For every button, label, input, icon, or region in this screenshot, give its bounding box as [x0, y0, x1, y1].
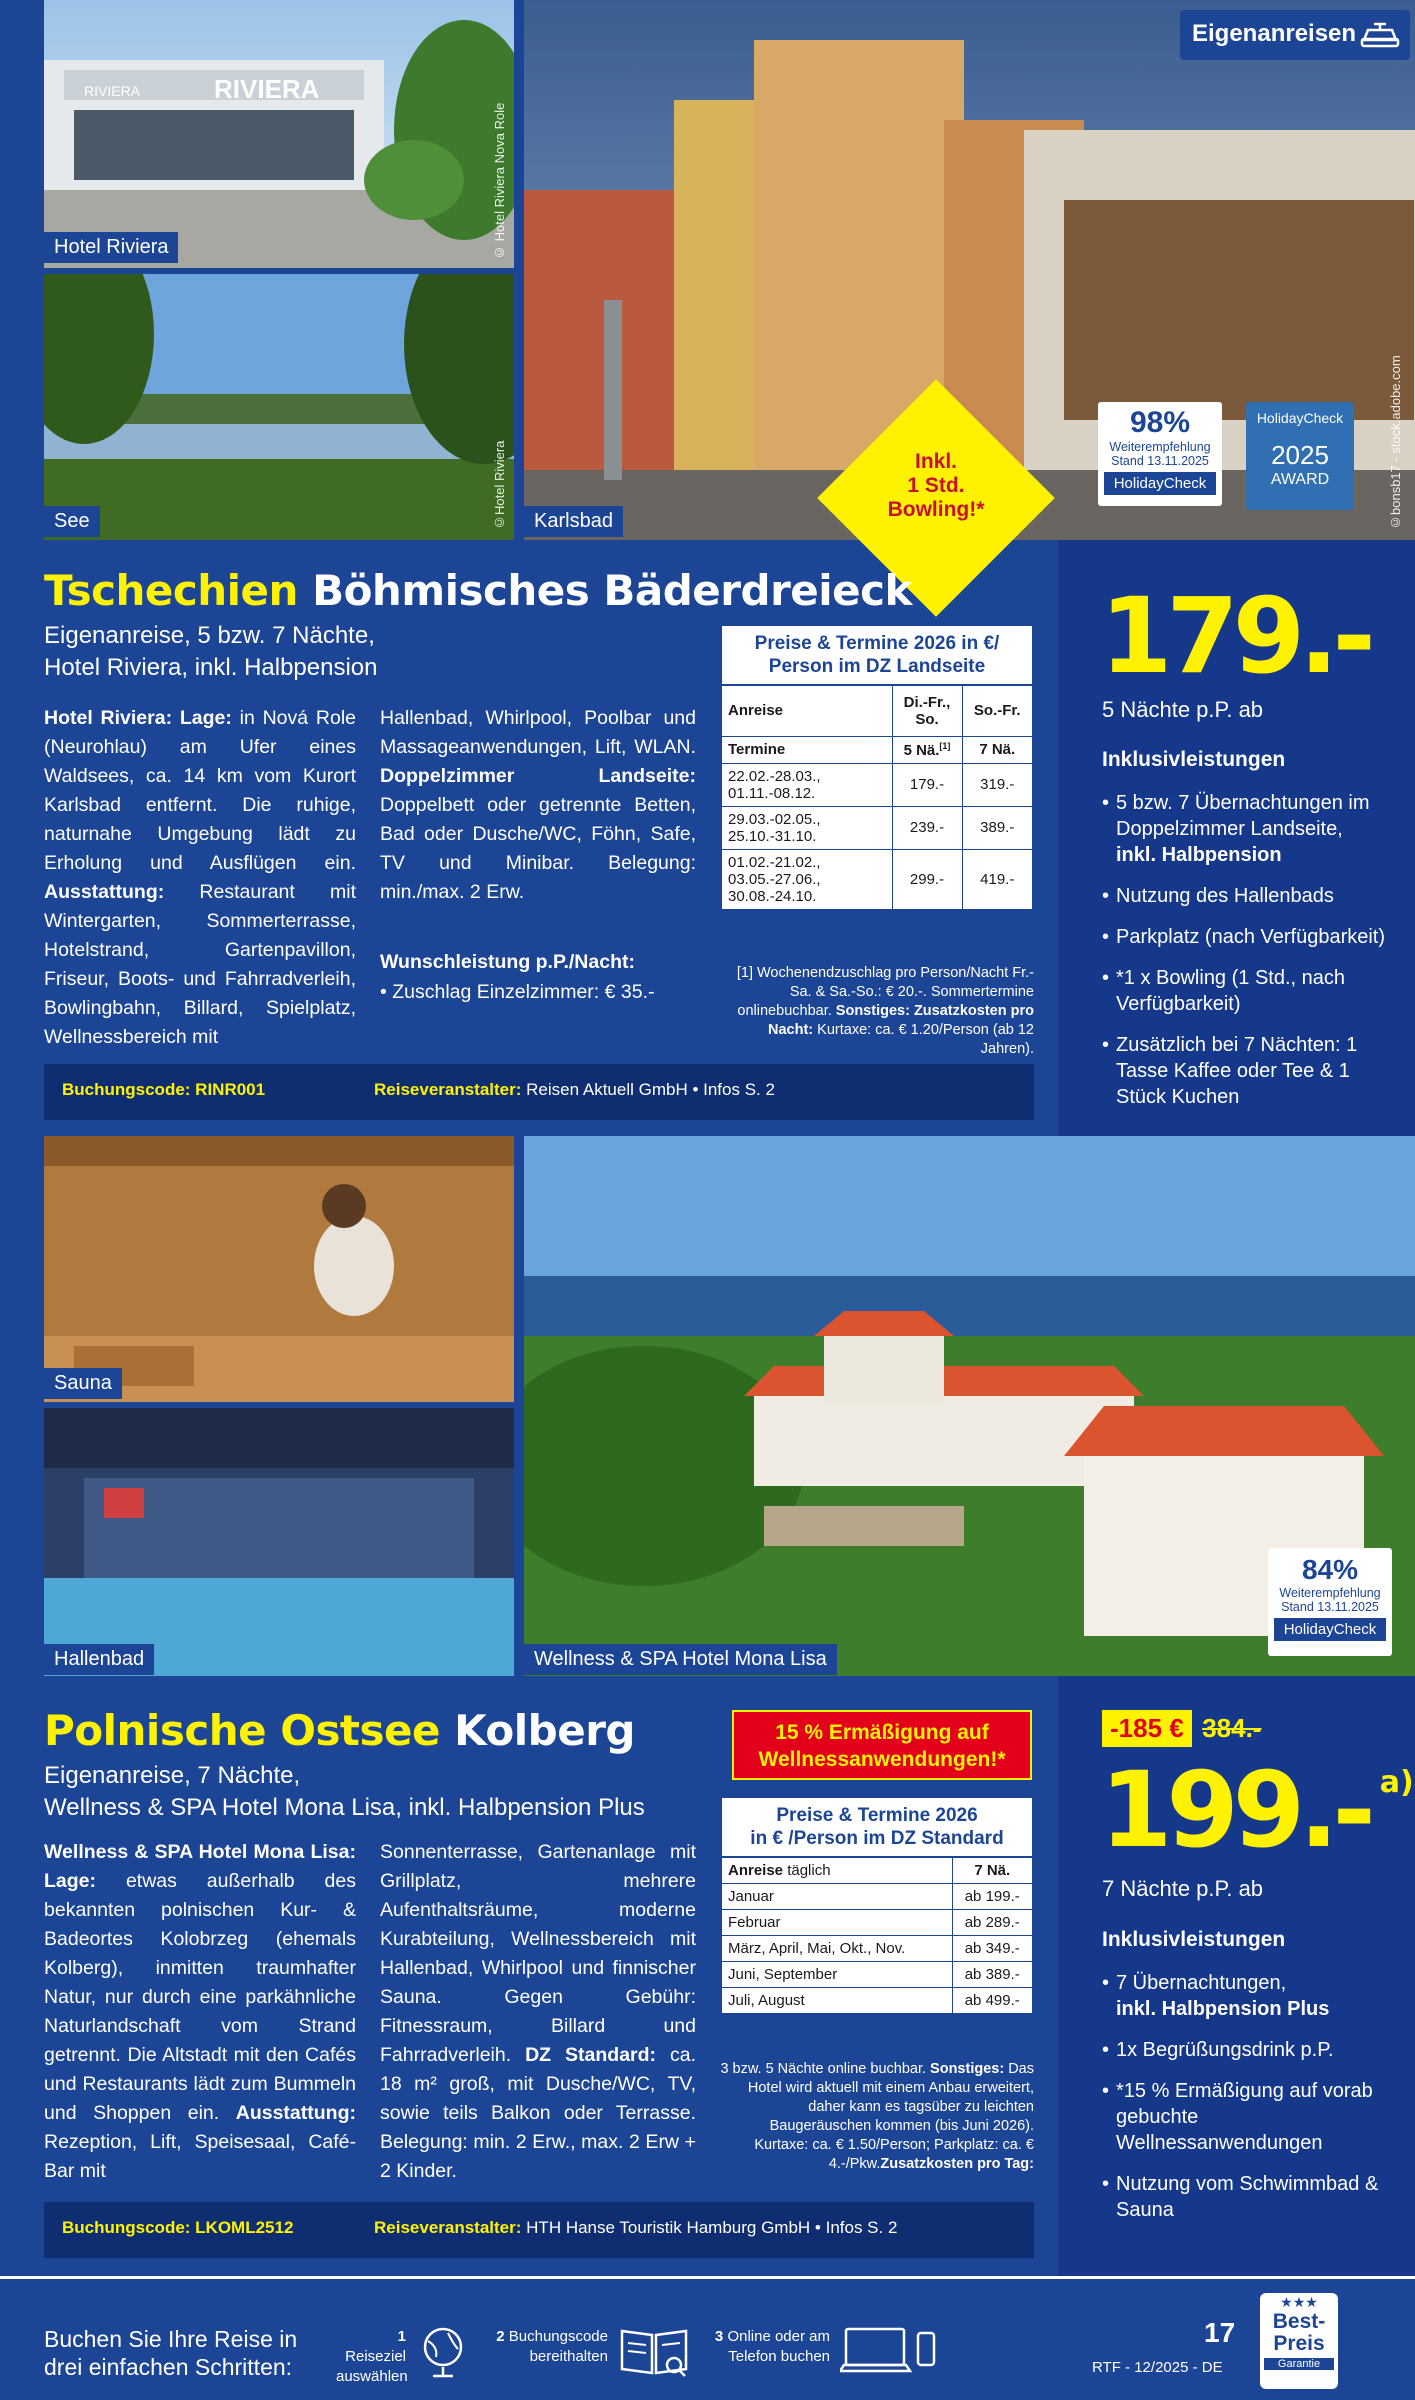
offer1-booking-code: Buchungscode: RINR001	[62, 1080, 266, 1099]
footnote-text: [1] Wochenendzuschlag pro Person/Nacht Fr.-	[736, 965, 1034, 981]
offer2-inclusive-item	[1102, 1970, 1402, 2022]
offer1-price: 179.-	[1100, 575, 1370, 697]
photo-hotel-riviera	[44, 0, 514, 268]
holidaycheck-award-badge	[1246, 402, 1354, 510]
offer1-inclusive-text: *1 x Bowling (1 Std., nach Verfügbarkeit)	[1116, 967, 1346, 1015]
offer2-organizer	[374, 2218, 897, 2238]
offer2-table-row	[722, 1988, 1032, 2014]
photo-lake	[44, 274, 514, 540]
offer1-inclusive-title: Inklusivleistungen	[1102, 748, 1286, 771]
offer1-table-header-1: Preise & Termine 2026 in €/	[754, 633, 1000, 654]
recommend-date: Stand 13.11.2025	[1111, 454, 1209, 468]
recommend2-date: Stand 13.11.2025	[1281, 1600, 1379, 1614]
rich-text: Doppelbett oder getrennte Betten, Bad oder Dusche/WC, Föhn, Safe, TV und Minibar. Belegung: min./max. 2 Erw.	[380, 794, 696, 903]
seal-line-3: Garantie	[1264, 2358, 1334, 2370]
offer2-inclusive-item	[1102, 2078, 1402, 2156]
offer1-date-line: 29.03.-02.05.,	[728, 810, 821, 828]
offer1-wish-item: • Zuschlag Einzelzimmer: € 35.-	[380, 981, 655, 1003]
offer2-row-label: Februar	[722, 1910, 952, 1936]
recommendation-badge-98	[1098, 402, 1222, 506]
bowling-line-3: Bowling!*	[887, 498, 985, 521]
footer-step-2-num: 2	[496, 2328, 505, 2345]
footnote-text: buchbar.	[776, 1003, 836, 1019]
rich-text: etwas außerhalb des bekannten polnischen Kur- & Badeortes Kolobrzeg (ehemals Kolberg), inmitten traumhafter Natur, nur durch eine parkähnliche Naturlandschaft vom Strand getrennt. Die Altstadt mit den Cafés und Restaurants lädt zum Bummeln und Shoppen ein.	[44, 1870, 356, 2124]
offer1-row-termine: Termine	[722, 736, 892, 763]
offer2-inclusive-text: Nutzung vom Schwimmbad & Sauna	[1116, 2173, 1379, 2221]
offer1-organizer-label: Reiseveranstalter:	[374, 1080, 522, 1099]
offer2-footnote	[718, 2060, 1034, 2174]
offer2-table-header-2: in € /Person im DZ Standard	[750, 1828, 1004, 1849]
offer2-table-row	[722, 1962, 1032, 1988]
caption-sauna: Sauna	[44, 1368, 122, 1399]
offer2-place: Kolberg	[454, 1706, 635, 1755]
offer1-inclusive-item	[1102, 883, 1402, 909]
footer-step-2-text	[494, 2327, 608, 2367]
footer-step-2-l2: bereithalten	[529, 2348, 608, 2365]
offer2-table-row	[722, 1910, 1032, 1936]
rich-bold: Wellness & SPA Hotel Mona Lisa: Lage:	[44, 1841, 356, 1892]
offer2-subtitle-1: Eigenanreise, 7 Nächte,	[44, 1762, 301, 1789]
rich-bold: Ausstattung:	[44, 881, 165, 903]
offer1-wish-title: Wunschleistung p.P./Nacht:	[380, 951, 635, 973]
offer2-price-table	[720, 1796, 1034, 2016]
recommend2-label: Weiterempfehlung	[1279, 1586, 1381, 1600]
seal-line-1: Best-	[1272, 2310, 1326, 2333]
offer2-inclusive-item	[1102, 2037, 1402, 2063]
offer1-inclusive-item	[1102, 924, 1402, 950]
offer2-booking-bar	[44, 2202, 1034, 2258]
globe-icon	[418, 2323, 468, 2379]
rich-text: Rezeption, Lift, Speisesaal, Café-Bar mit	[44, 2131, 356, 2182]
caption-pool: Hallenbad	[44, 1644, 154, 1675]
catalog-icon	[618, 2325, 690, 2379]
offer1-5n-label: 5 Nä.	[903, 741, 940, 759]
offer2-row-price: ab 349.-	[952, 1936, 1032, 1962]
offer2-organizer-name: HTH Hanse Touristik Hamburg GmbH • Infos S. 2	[526, 2218, 898, 2237]
footnote-bold: Sonstiges:	[930, 2061, 1009, 2077]
footer-step-2-l1: Buchungscode	[508, 2328, 608, 2345]
caption-hotel-mona-lisa: Wellness & SPA Hotel Mona Lisa	[524, 1644, 837, 1675]
offer1-description-col2	[380, 704, 696, 907]
rich-text: Hallenbad, Whirlpool, Poolbar und Massageanwendungen, Lift, WLAN.	[380, 707, 696, 758]
offer1-inclusive-item	[1102, 790, 1402, 868]
riviera-sign: RIVIERA	[214, 74, 320, 104]
offer2-discount-1: 15 % Ermäßigung auf	[775, 1721, 989, 1744]
footer-step-3	[710, 2323, 950, 2383]
footnote-text: Das Hotel wird aktuell mit einem Anbau erweitert, daher kann es tagsüber zu leichten Baugeräuschen kommen (bis Juni 2026).	[747, 2061, 1034, 2134]
offer2-description-col2	[380, 1838, 696, 2186]
award-brand: HolidayCheck	[1256, 410, 1344, 426]
offer1-table-header-2: Person im DZ Landseite	[768, 656, 986, 677]
riviera-sign-small: RIVIERA	[84, 83, 141, 99]
offer2-row-price: ab 389.-	[952, 1962, 1032, 1988]
credit-lake: ©Hotel Riviera	[492, 440, 507, 530]
bowling-line-2: 1 Std.	[907, 474, 965, 497]
offer1-price-5n: 239.-	[892, 806, 962, 849]
offer1-price-7n: 389.-	[962, 806, 1032, 849]
footnote-text: Kurtaxe: ca. € 1.20/Person (ab 12 Jahren).	[817, 1022, 1034, 1057]
footnote-bold: Sonstiges: Zusatzkosten pro Nacht:	[768, 1003, 1034, 1038]
offer1-col-5n	[892, 736, 962, 763]
offer2-inclusive-list	[1102, 1970, 1402, 2238]
offer1-place: Böhmisches Bäderdreieck	[312, 566, 912, 615]
footnote-text: Sa. & Sa.-So.: € 20.-. Sommertermine online	[737, 984, 1034, 1019]
footer-step-3-text	[710, 2327, 830, 2367]
offer2-title	[44, 1706, 635, 1755]
offer2-country: Polnische Ostsee	[44, 1706, 440, 1755]
rich-bold: Doppelzimmer Landseite:	[380, 765, 696, 787]
bowling-badge-text	[852, 450, 1020, 522]
offer2-table-header-1: Preise & Termine 2026	[776, 1805, 978, 1826]
offer2-row-price: ab 499.-	[952, 1988, 1032, 2014]
offer1-subtitle	[44, 620, 378, 684]
offer1-table-row	[722, 849, 1032, 909]
offer1-row-dates	[722, 763, 892, 806]
offer1-col-difr: Di.-Fr., So.	[892, 686, 962, 736]
offer1-country: Tschechien	[44, 566, 298, 615]
car-icon	[1360, 20, 1400, 50]
offer2-table-header	[722, 1798, 1032, 1858]
footer-step-3-l2: Telefon buchen	[728, 2348, 830, 2365]
offer2-price	[1100, 1749, 1414, 1871]
offer2-subtitle-2: Wellness & SPA Hotel Mona Lisa, inkl. Halbpension Plus	[44, 1794, 645, 1821]
rich-text: Restaurant mit Wintergarten, Sommerterrasse, Hotelstrand, Gartenpavillon, Friseur, Boots- und Fahrradverleih, Bowlingbahn, Billard, Spielplatz, Wellnessbereich mit	[44, 881, 356, 1048]
footnote-text: 3 bzw. 5 Nächte online buchbar.	[720, 2061, 931, 2077]
footer-intro-2: drei einfachen Schritten:	[44, 2354, 293, 2380]
footnote-text: Kurtaxe: ca. € 1.50/Person; Parkplatz: ca. € 4.-/Pkw.	[754, 2137, 1034, 2172]
offer2-row-label: Juli, August	[722, 1988, 952, 2014]
photo-sauna	[44, 1136, 514, 1402]
offer2-row-price: ab 199.-	[952, 1884, 1032, 1910]
holidaycheck-logo-2: HolidayCheck	[1274, 1618, 1386, 1641]
offer2-row-label: März, April, Mai, Okt., Nov.	[722, 1936, 952, 1962]
award-year: 2025	[1271, 440, 1329, 470]
offer2-inclusive-bold: inkl. Halbpension Plus	[1116, 1998, 1330, 2020]
offer1-footnote	[718, 964, 1034, 1059]
offer1-inclusive-text: Nutzung des Hallenbads	[1116, 885, 1334, 907]
offer1-date-line: 22.02.-28.03.,	[728, 767, 821, 785]
offer2-inclusive-item	[1102, 2171, 1402, 2223]
offer2-discount-2: Wellnessanwendungen!*	[758, 1748, 1006, 1771]
offer2-col-7n: 7 Nä.	[952, 1858, 1032, 1884]
offer2-table-row	[722, 1936, 1032, 1962]
offer1-price-7n: 319.-	[962, 763, 1032, 806]
offer1-date-line: 01.02.-21.02.,	[728, 853, 821, 871]
offer2-booking-code: Buchungscode: LKOML2512	[62, 2218, 294, 2237]
credit-karlsbad: ©bonsb17 - stock.adobe.com	[1388, 355, 1403, 530]
offer2-price-value: 199.-	[1100, 1749, 1370, 1871]
offer1-date-line: 03.05.-27.06.,	[728, 870, 821, 888]
offer1-inclusive-bold: inkl. Halbpension	[1116, 844, 1282, 866]
offer2-row-price: ab 289.-	[952, 1910, 1032, 1936]
offer2-price-footnote-mark: a)	[1379, 1765, 1414, 1800]
recommend2-percent: 84%	[1301, 1554, 1359, 1585]
offer1-price-5n: 299.-	[892, 849, 962, 909]
offer1-date-line: 25.10.-31.10.	[728, 827, 817, 845]
holidaycheck-logo: HolidayCheck	[1104, 472, 1216, 495]
offer1-inclusive-item	[1102, 1032, 1402, 1110]
offer2-old-discount: -185 €	[1102, 1710, 1192, 1747]
seal-line-2: Preis	[1273, 2332, 1325, 2355]
offer1-inclusive-text: Zusätzlich bei 7 Nächten: 1 Tasse Kaffee oder Tee & 1 Stück Kuchen	[1116, 1034, 1358, 1108]
rich-bold: Ausstattung:	[235, 2102, 356, 2124]
offer1-subtitle-2: Hotel Riviera, inkl. Halbpension	[44, 654, 378, 681]
offer1-date-line: 01.11.-08.12.	[728, 784, 816, 802]
issue-code: RTF - 12/2025 - DE	[1092, 2359, 1223, 2376]
footer-step-1-l2: auswählen	[336, 2368, 408, 2385]
credit-hotel-riviera: © Hotel Riviera Nova Role	[492, 102, 507, 260]
offer2-row-label: Januar	[722, 1884, 952, 1910]
footer-step-1-num: 1	[397, 2328, 406, 2345]
rich-bold: DZ Standard:	[525, 2044, 657, 2066]
offer1-subtitle-1: Eigenanreise, 5 bzw. 7 Nächte,	[44, 622, 375, 649]
rich-text: ca. 18 m² groß, mit Dusche/WC, TV, sowie teils Balkon oder Terrasse. Belegung: min. 2 Erw., max. 2 Erw + 2 Kinder.	[380, 2044, 697, 2182]
recommend-label: Weiterempfehlung	[1109, 440, 1211, 454]
offer1-price-note: 5 Nächte p.P. ab	[1102, 697, 1264, 722]
footer-step-1	[336, 2323, 486, 2383]
offer2-inclusive-text: 7 Übernachtungen,	[1116, 1972, 1287, 1994]
footer-step-3-num: 3	[714, 2328, 724, 2345]
offer1-price-7n: 419.-	[962, 849, 1032, 909]
offer2-inclusive-text: *15 % Ermäßigung auf vorab gebuchte Wellnessanwendungen	[1116, 2080, 1373, 2154]
offer1-col-sofr: So.-Fr.	[962, 686, 1032, 736]
footer-intro-1: Buchen Sie Ihre Reise in	[44, 2326, 298, 2352]
tag-eigenanreisen	[1180, 10, 1410, 60]
offer1-table-row	[722, 763, 1032, 806]
caption-karlsbad: Karlsbad	[524, 506, 623, 537]
offer2-discount-tag	[1102, 1710, 1261, 1748]
footer-step-3-l1: Online oder am	[727, 2328, 830, 2345]
offer1-table-header	[722, 626, 1032, 686]
offer1-row-dates	[722, 849, 892, 909]
offer1-organizer-name: Reisen Aktuell GmbH • Infos S. 2	[526, 1080, 775, 1099]
footer-intro	[44, 2325, 297, 2381]
offer1-booking-bar	[44, 1064, 1034, 1120]
offer2-discount-badge	[732, 1710, 1032, 1780]
footnote-bold: Zusatzkosten pro Tag:	[880, 2156, 1034, 2172]
best-price-seal	[1260, 2293, 1338, 2389]
offer2-row-label: Juni, September	[722, 1962, 952, 1988]
caption-hotel-riviera: Hotel Riviera	[44, 232, 178, 263]
bowling-line-1: Inkl.	[914, 450, 957, 473]
offer2-col-daily: täglich	[787, 1862, 831, 1879]
offer1-title	[44, 566, 912, 615]
award-label: AWARD	[1270, 471, 1330, 488]
offer2-organizer-label: Reiseveranstalter:	[374, 2218, 522, 2237]
rich-text: in Nová Role (Neurohlau) am Ufer eines Waldsees, ca. 14 km vom Kurort Karlsbad entfernt. Die ruhige, naturnahe Umgebung lädt zu Erholung und Ausflügen ein.	[44, 707, 356, 874]
offer2-inclusive-title: Inklusivleistungen	[1102, 1928, 1286, 1951]
recommend-percent: 98%	[1129, 406, 1191, 439]
footer-step-2	[494, 2323, 714, 2383]
offer2-table-row	[722, 1884, 1032, 1910]
offer2-subtitle	[44, 1760, 645, 1824]
offer1-inclusive-text: Parkplatz (nach Verfügbarkeit)	[1116, 926, 1386, 948]
offer1-inclusive-list	[1102, 790, 1402, 1125]
offer1-inclusive-text: 5 bzw. 7 Übernachtungen im Doppelzimmer Landseite,	[1116, 792, 1370, 840]
offer1-col-7n: 7 Nä.	[962, 736, 1032, 763]
tag-eigenanreisen-label: Eigenanreisen	[1192, 20, 1357, 47]
offer1-price-5n: 179.-	[892, 763, 962, 806]
offer2-description-col1	[44, 1838, 356, 2186]
footer-step-1-l1: Reiseziel	[345, 2348, 406, 2365]
offer2-inclusive-text: 1x Begrüßungsdrink p.P.	[1116, 2039, 1334, 2061]
offer1-col-anreise: Anreise	[722, 686, 892, 736]
page-number: 17	[1204, 2317, 1236, 2348]
photo-pool	[44, 1408, 514, 1676]
offer1-date-line: 30.08.-24.10.	[728, 887, 817, 905]
offer1-row-dates	[722, 806, 892, 849]
recommendation-badge-84	[1268, 1548, 1392, 1656]
rich-bold: Hotel Riviera: Lage:	[44, 707, 232, 729]
offer1-inclusive-item	[1102, 965, 1402, 1017]
footer	[0, 2276, 1415, 2400]
seal-stars: ★★★	[1280, 2295, 1318, 2311]
offer2-price-note: 7 Nächte p.P. ab	[1102, 1876, 1264, 1901]
offer2-old-price: 384.-	[1202, 1713, 1262, 1743]
rich-text: Sonnenterrasse, Gartenanlage mit Grillplatz, mehrere Aufenthaltsräume, moderne Kurabteilung, Wellnessbereich mit Hallenbad, Whirlpool und finnischer Sauna. Gegen Gebühr: Fitnessraum, Billard und Fahrradverleih.	[380, 1841, 696, 2066]
offer1-price-table	[720, 624, 1034, 912]
footer-step-1-text	[336, 2327, 406, 2387]
caption-lake: See	[44, 506, 100, 537]
offer1-organizer	[374, 1080, 775, 1100]
offer2-col-anreise-label: Anreise	[728, 1862, 784, 1879]
devices-icon	[840, 2325, 940, 2379]
offer1-table-row	[722, 806, 1032, 849]
offer1-5n-footnote-mark: [1]	[939, 740, 951, 751]
offer2-col-anreise	[722, 1858, 952, 1884]
offer1-description-col1	[44, 704, 356, 1052]
